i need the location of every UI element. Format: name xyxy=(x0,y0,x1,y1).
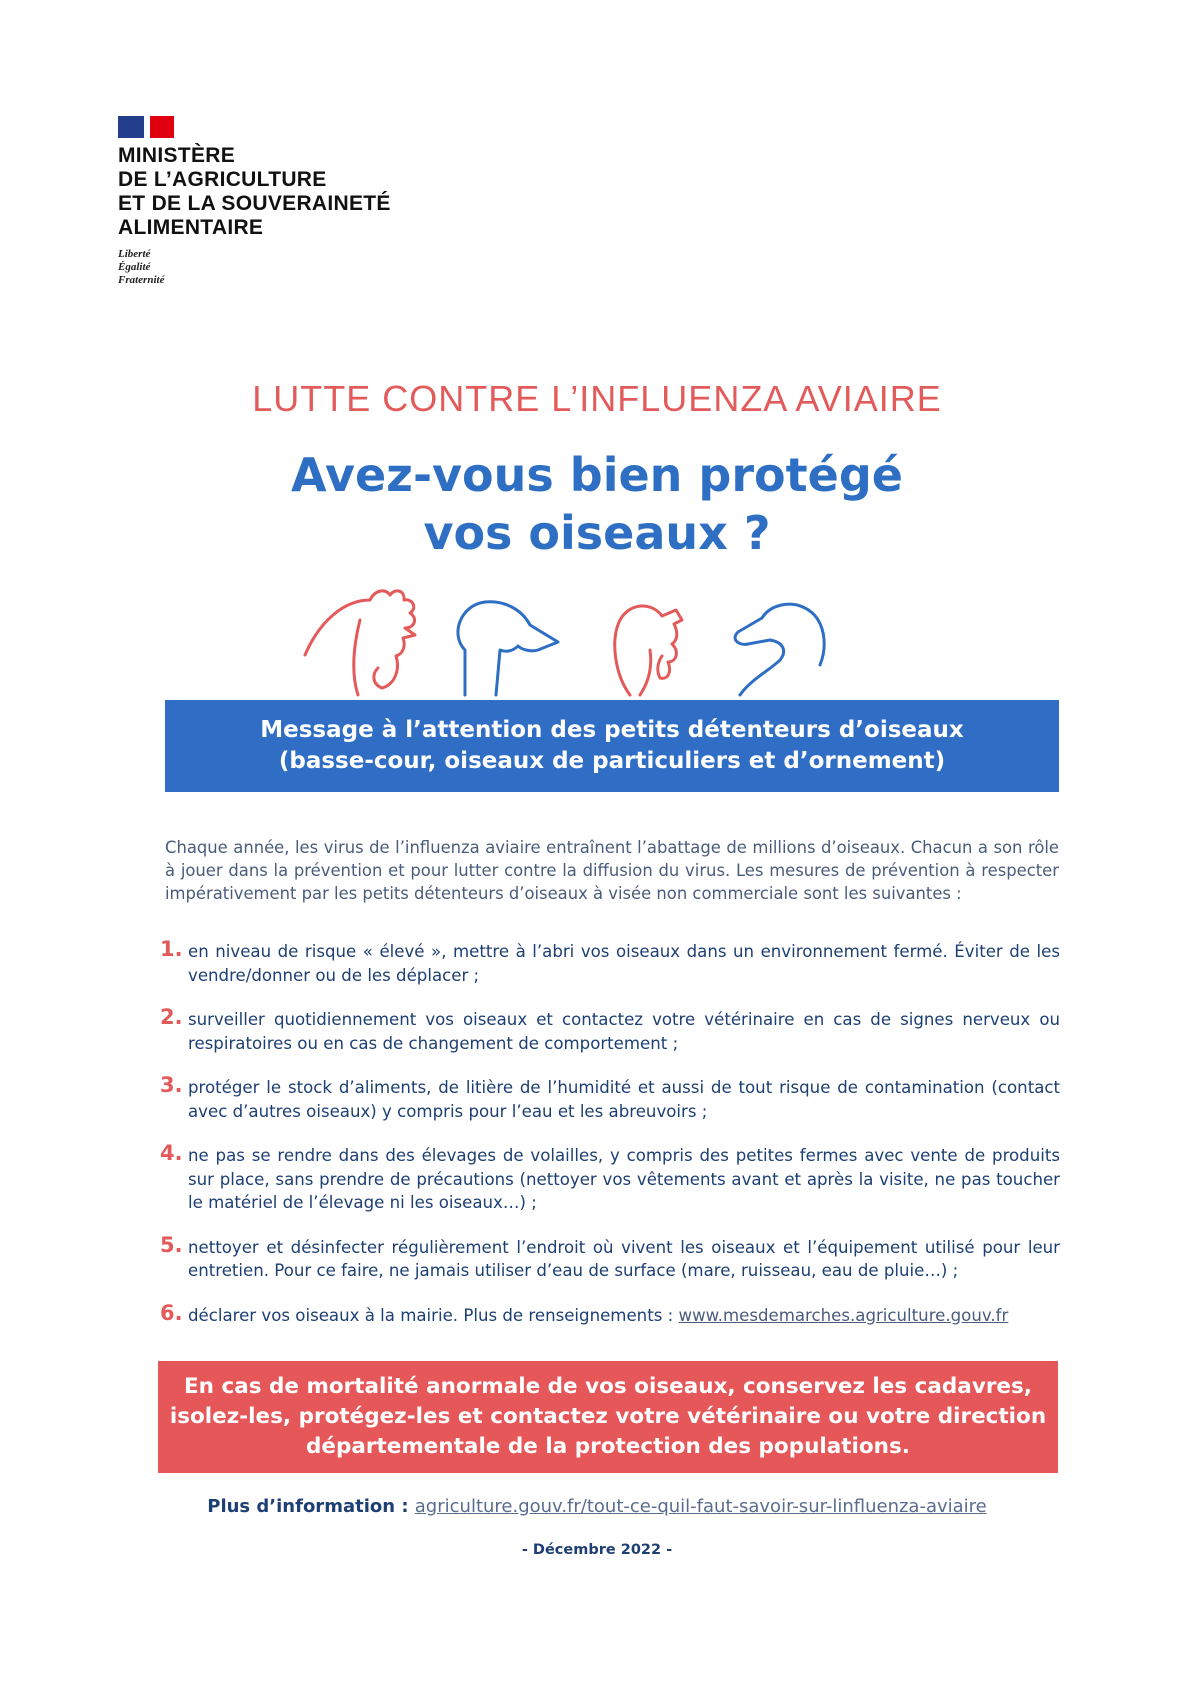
bird-heads-illustration xyxy=(300,580,920,700)
mortality-alert-banner: En cas de mortalité anormale de vos oiseaux, conservez les cadavres, isolez-les, protégez-les et contactez votre vétérinaire ou votre direction départementale de la protection des populations. xyxy=(158,1361,1058,1473)
prevention-measures-list xyxy=(160,937,1060,1327)
measure-item xyxy=(160,1073,1060,1123)
measure-number: 5. xyxy=(160,1232,183,1257)
measure-item xyxy=(160,1300,1060,1328)
campaign-kicker: LUTTE CONTRE L’INFLUENZA AVIAIRE xyxy=(252,378,942,419)
page-title: Avez-vous bien protégé vos oiseaux ? xyxy=(291,448,903,560)
ministry-logo xyxy=(118,116,391,287)
measure-number: 6. xyxy=(160,1300,183,1325)
measure-item xyxy=(160,1232,1060,1283)
rooster-icon xyxy=(305,591,415,695)
mesdemarches-link[interactable]: www.mesdemarches.agriculture.gouv.fr xyxy=(678,1305,1009,1325)
marianne-flag-icon xyxy=(118,116,391,138)
measure-item xyxy=(160,1141,1060,1215)
ministry-name: MINISTÈRE DE L’AGRICULTURE ET DE LA SOUVERAINETÉ ALIMENTAIRE xyxy=(118,144,391,239)
measure-item xyxy=(160,937,1060,987)
republic-motto: Liberté Égalité Fraternité xyxy=(118,248,165,286)
more-info-line xyxy=(0,1496,1194,1517)
intro-paragraph: Chaque année, les virus de l’influenza aviaire entraînent l’abattage de millions d’oiseaux. Chacun a son rôle à jouer dans la prévention et pour lutter contre la diffusion du virus. Les mesures de prévention à respecter impérativement par les petits détenteurs d’oiseaux à visée non commerciale sont les suivantes : xyxy=(165,838,1059,903)
goose-icon xyxy=(458,602,558,695)
measure-text: protéger le stock d’aliments, de litière de l’humidité et aussi de tout risque de contamination (contact avec d’autres oiseaux) y compris pour l’eau et les abreuvoirs ; xyxy=(188,1078,1060,1121)
audience-banner: Message à l’attention des petits détenteurs d’oiseaux (basse-cour, oiseaux de particuliers et d’ornement) xyxy=(165,700,1059,792)
measure-number: 1. xyxy=(160,937,183,961)
measure-item xyxy=(160,1005,1060,1055)
more-info-label: Plus d’information : xyxy=(207,1496,415,1517)
measure-text: déclarer vos oiseaux à la mairie. Plus de renseignements : xyxy=(188,1305,679,1325)
measure-text: en niveau de risque « élevé », mettre à l’abri vos oiseaux dans un environnement fermé. Éviter de les vendre/donner ou de les déplacer ; xyxy=(188,942,1060,985)
turkey-icon xyxy=(615,606,682,695)
measure-number: 3. xyxy=(160,1073,183,1097)
publication-date: - Décembre 2022 - xyxy=(521,1542,673,1558)
more-info-link[interactable]: agriculture.gouv.fr/tout-ce-quil-faut-savoir-sur-linfluenza-aviaire xyxy=(414,1496,987,1517)
measure-number: 4. xyxy=(160,1141,183,1165)
measure-text: surveiller quotidiennement vos oiseaux et contactez votre vétérinaire en cas de signes nerveux ou respiratoires ou en cas de changement de comportement ; xyxy=(188,1010,1060,1053)
measure-number: 2. xyxy=(160,1005,183,1029)
measure-text: ne pas se rendre dans des élevages de volailles, y compris des petites fermes avec vente de produits sur place, sans prendre de précautions (nettoyer vos vêtements avant et après la visite, ne pas toucher le matériel de l’élevage ni les oiseaux…) ; xyxy=(188,1146,1060,1212)
measure-text: nettoyer et désinfecter régulièrement l’endroit où vivent les oiseaux et l’équipement utilisé pour leur entretien. Pour ce faire, ne jamais utiliser d’eau de surface (mare, ruisseau, eau de pluie…) ; xyxy=(188,1237,1060,1280)
duck-icon xyxy=(735,604,824,695)
